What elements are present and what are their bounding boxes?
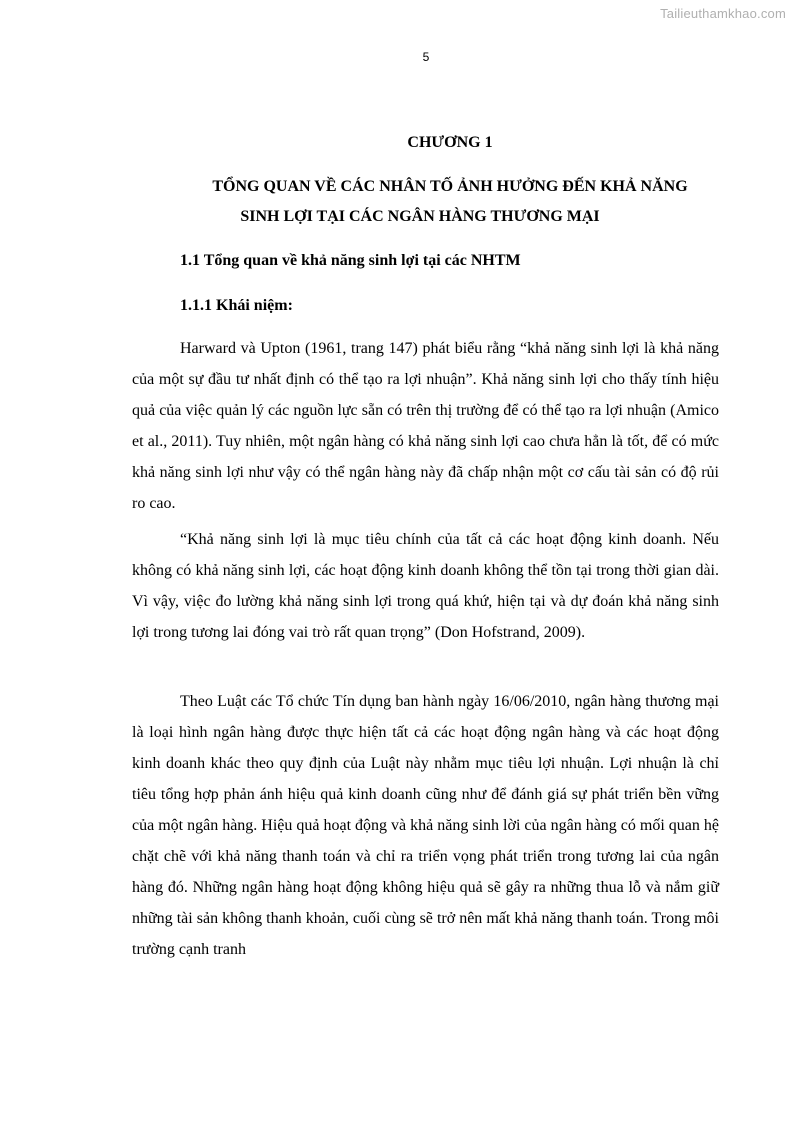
paragraph-2: “Khả năng sinh lợi là mục tiêu chính của tất cả các hoạt động kinh doanh. Nếu không có khả năng sinh lợi, các hoạt động kinh doanh không thể tồn tại trong thời gian dài. Vì vậy, việc đo lường khả năng sinh lợi trong quá khứ, hiện tại và dự đoán khả năng sinh lợi trong tương lai đóng vai trò rất quan trọng” (Don Hofstrand, 2009). [132,531,719,641]
chapter-label: CHƯƠNG 1 [407,134,493,151]
section-heading: 1.1 Tổng quan về khả năng sinh lợi tại các NHTM [180,252,521,269]
watermark: Tailieuthamkhao.com [660,6,786,21]
paragraph-3: Theo Luật các Tổ chức Tín dụng ban hành ngày 16/06/2010, ngân hàng thương mại là loại hình ngân hàng được thực hiện tất cả các hoạt động ngân hàng và các hoạt động kinh doanh khác theo quy định của Luật này nhằm mục tiêu lợi nhuận. Lợi nhuận là chỉ tiêu tổng hợp phản ánh hiệu quả kinh doanh cũng như để đánh giá sự phát triển bền vững của một ngân hàng. Hiệu quả hoạt động và khả năng sinh lời của ngân hàng có mối quan hệ chặt chẽ với khả năng thanh toán và chỉ ra triển vọng phát triển trong tương lai của ngân hàng đó. Những ngân hàng hoạt động không hiệu quả sẽ gây ra những thua lỗ và nắm giữ những tài sản không thanh khoản, cuối cùng sẽ trở nên mất khả năng thanh toán. Trong môi trường cạnh tranh [132,693,719,958]
chapter-title-line-2: SINH LỢI TẠI CÁC NGÂN HÀNG THƯƠNG MẠI [240,208,600,225]
chapter-title-line-1: TỔNG QUAN VỀ CÁC NHÂN TỐ ẢNH HƯỞNG ĐẾN KHẢ NĂNG [212,178,688,195]
page-number: 5 [422,50,430,64]
subsection-heading: 1.1.1 Khái niệm: [180,297,293,314]
paragraph-1: Harward và Upton (1961, trang 147) phát biểu rằng “khả năng sinh lợi là khả năng của một sự đầu tư nhất định có thể tạo ra lợi nhuận”. Khả năng sinh lợi cho thấy tính hiệu quả của việc quản lý các nguồn lực sẵn có trên thị trường để có thể tạo ra lợi nhuận (Amico et al., 2011). Tuy nhiên, một ngân hàng có khả năng sinh lợi cao chưa hẳn là tốt, để có mức khả năng sinh lợi như vậy có thể ngân hàng này đã chấp nhận một cơ cấu tài sản có độ rủi ro cao. [132,340,719,512]
